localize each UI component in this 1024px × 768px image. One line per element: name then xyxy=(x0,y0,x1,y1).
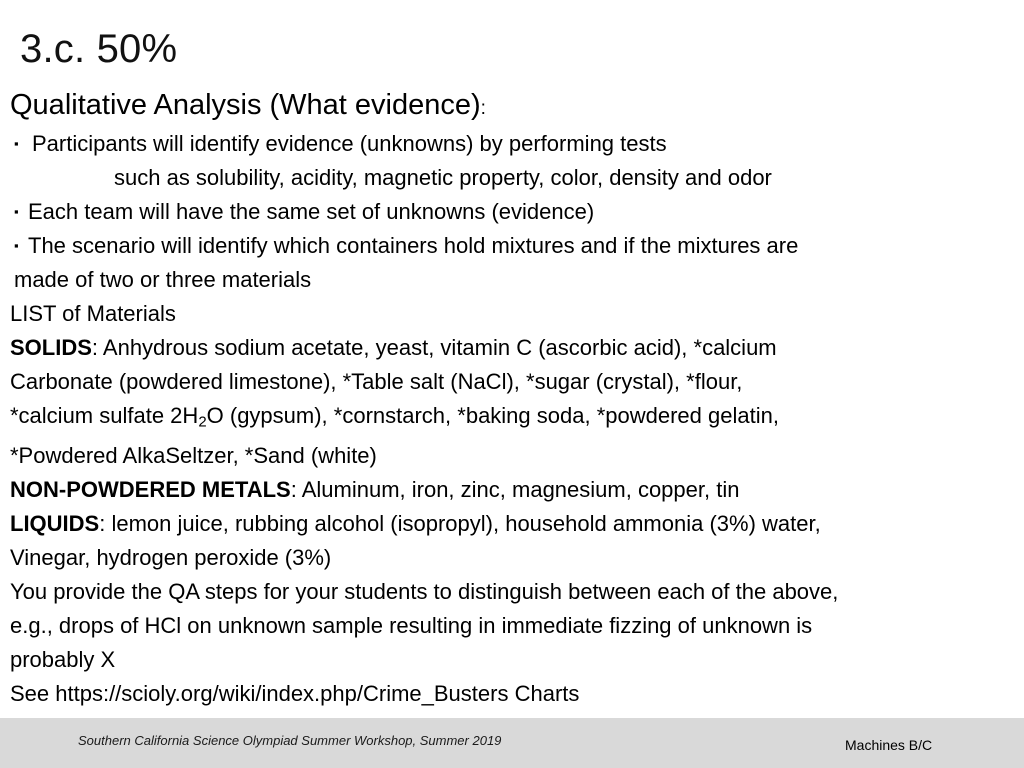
materials-list-header: LIST of Materials xyxy=(10,301,176,326)
solids-text-3-pre: *calcium sulfate 2H xyxy=(10,403,199,428)
solids-text-1: : Anhydrous sodium acetate, yeast, vitamin C (ascorbic acid), *calcium xyxy=(91,335,777,360)
solids-text-3-post: O (gypsum), *cornstarch, *baking soda, *powdered gelatin, xyxy=(206,403,779,428)
square-bullet-icon: ▪ xyxy=(14,204,19,219)
qa-paragraph-line-3: probably X xyxy=(10,647,116,673)
subscript-two: 2 xyxy=(198,413,207,431)
liquids-line-1 xyxy=(10,507,1016,541)
qa-paragraph-line-2: e.g., drops of HCl on unknown sample resulting in immediate fizzing of unknown is xyxy=(10,613,813,639)
list-item xyxy=(10,195,1016,229)
footer-event-label: Machines B/C xyxy=(845,737,933,753)
list-item-label: Participants will identify evidence (unknowns) by performing tests xyxy=(32,131,667,156)
list-item-continuation: made of two or three materials xyxy=(14,267,312,292)
section-heading-colon: : xyxy=(480,98,486,119)
slide-body xyxy=(10,88,1016,711)
reference-link-line: See https://scioly.org/wiki/index.php/Crime_Busters Charts xyxy=(10,681,580,707)
footer-workshop-label: Southern California Science Olympiad Summer Workshop, Summer 2019 xyxy=(78,733,502,748)
solids-line-3 xyxy=(10,399,1016,439)
metals-line xyxy=(10,473,1016,507)
solids-line-1 xyxy=(10,331,1016,365)
list-item xyxy=(10,229,1016,263)
page-title: 3.c. 50% xyxy=(20,27,178,71)
solids-line-4: *Powdered AlkaSeltzer, *Sand (white) xyxy=(10,443,377,469)
section-heading-text: Qualitative Analysis (What evidence) xyxy=(10,89,481,121)
list-item-label: Each team will have the same set of unknowns (evidence) xyxy=(28,199,595,224)
qa-paragraph-line-1: You provide the QA steps for your students to distinguish between each of the above, xyxy=(10,579,839,605)
metals-text: : Aluminum, iron, zinc, magnesium, copper, tin xyxy=(290,477,740,503)
liquids-line-2: Vinegar, hydrogen peroxide (3%) xyxy=(10,545,332,571)
solids-label: SOLIDS xyxy=(10,335,92,360)
sub-detail-line: such as solubility, acidity, magnetic property, color, density and odor xyxy=(114,165,772,190)
list-item xyxy=(10,127,1016,161)
liquids-text-1: : lemon juice, rubbing alcohol (isopropyl), household ammonia (3%) water, xyxy=(99,511,821,537)
square-bullet-icon: ▪ xyxy=(14,136,19,151)
liquids-label: LIQUIDS xyxy=(10,511,100,537)
solids-line-2: Carbonate (powdered limestone), *Table salt (NaCl), *sugar (crystal), *flour, xyxy=(10,369,743,394)
section-heading xyxy=(10,88,1016,126)
list-item-label: The scenario will identify which containers hold mixtures and if the mixtures are xyxy=(28,233,799,258)
metals-label: NON-POWDERED METALS xyxy=(10,477,291,503)
square-bullet-icon: ▪ xyxy=(14,238,19,253)
